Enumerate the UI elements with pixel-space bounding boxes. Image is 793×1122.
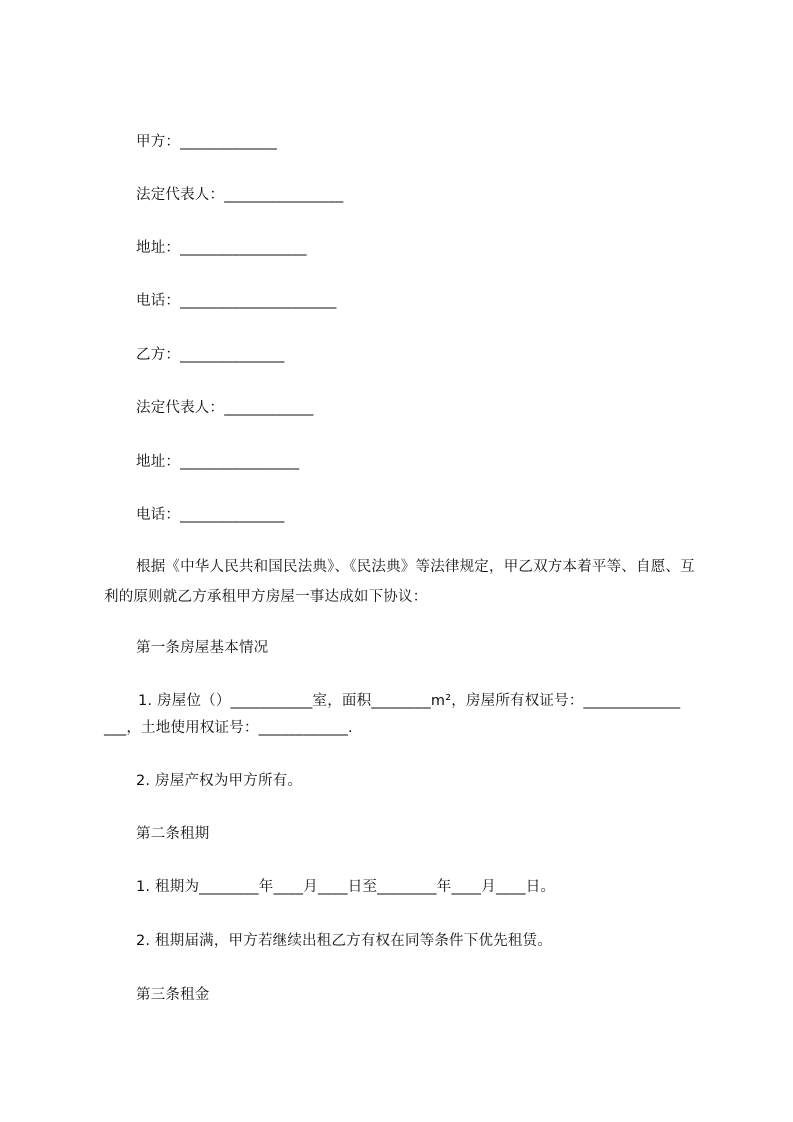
preamble-paragraph: 根据《中华人民共和国民法典》、《民法典》等法律规定，甲乙双方本着平等、自愿、互利的原则就乙方承租甲方房屋一事达成如下协议： [104, 559, 695, 605]
party-b-address: 地址：________________ [136, 454, 300, 470]
article-2-title: 第二条租期 [136, 826, 210, 842]
party-a-representative: 法定代表人：________________ [136, 187, 344, 203]
article-1-item-2: 2. 房屋产权为甲方所有。 [136, 773, 303, 789]
party-b-representative: 法定代表人：____________ [136, 400, 314, 416]
article-1-item-1-continued: ___，土地使用权证号：____________. [104, 720, 353, 736]
party-b-name: 乙方：______________ [136, 347, 285, 363]
article-2-item-2: 2. 租期届满，甲方若继续出租乙方有权在同等条件下优先租赁。 [136, 933, 552, 949]
article-1-title: 第一条房屋基本情况 [136, 640, 269, 656]
party-b-phone: 电话：______________ [136, 507, 285, 523]
party-a-address: 地址：_________________ [136, 240, 307, 256]
party-a-name: 甲方：_____________ [136, 134, 277, 150]
article-2-item-1: 1. 租期为________年____月____日至________年____月____日。 [136, 879, 556, 895]
article-1-item-1: 1. 房屋位（）___________室，面积________m²，房屋所有权证号：_____________ [138, 693, 681, 709]
party-a-phone: 电话：_____________________ [136, 293, 337, 309]
article-3-title: 第三条租金 [136, 987, 210, 1003]
